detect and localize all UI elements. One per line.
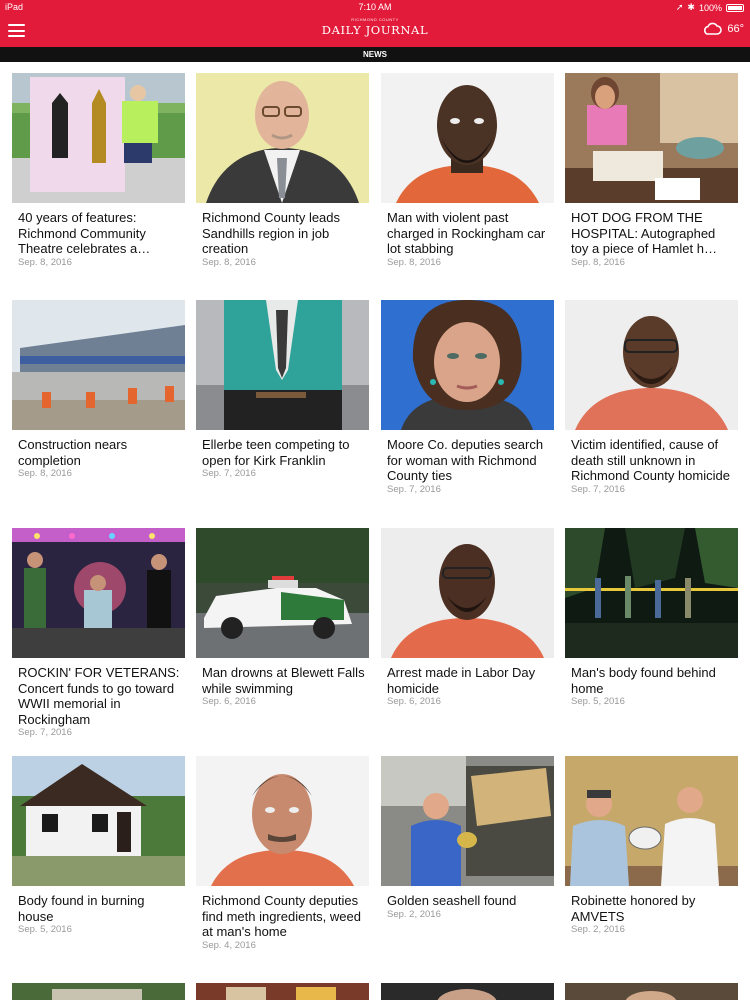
article-thumbnail xyxy=(565,73,738,203)
logo xyxy=(0,17,750,37)
article-card[interactable] xyxy=(565,73,738,268)
article-headline: Man with violent past charged in Rockingham car lot stabbing xyxy=(387,210,546,256)
article-card[interactable] xyxy=(196,528,369,707)
article-date: Sep. 5, 2016 xyxy=(571,696,625,707)
battery-icon xyxy=(726,4,744,12)
battery-percent: 100% xyxy=(698,2,722,13)
article-headline: Ellerbe teen competing to open for Kirk Franklin xyxy=(202,437,350,468)
article-thumbnail xyxy=(196,300,369,430)
article-headline: Moore Co. deputies search for woman with Richmond County ties xyxy=(387,437,544,483)
article-headline: Body found in burning house xyxy=(18,893,145,924)
logo-subtitle: RICHMOND COUNTY xyxy=(351,17,399,22)
carrier-label: iPad xyxy=(5,2,24,12)
status-right xyxy=(676,2,744,13)
article-date: Sep. 8, 2016 xyxy=(18,468,72,479)
article-headline: Construction nears completion xyxy=(18,437,128,468)
article-headline: Man's body found behind home xyxy=(571,665,716,696)
article-thumbnail xyxy=(381,73,554,203)
article-card[interactable] xyxy=(381,300,554,495)
article-card-partial[interactable] xyxy=(12,983,185,1000)
article-date: Sep. 7, 2016 xyxy=(202,468,256,479)
article-thumbnail xyxy=(196,756,369,886)
article-card[interactable] xyxy=(381,756,554,920)
article-date: Sep. 8, 2016 xyxy=(18,256,72,268)
article-card[interactable] xyxy=(12,756,185,935)
cloud-icon xyxy=(702,22,722,35)
app-header xyxy=(0,0,750,47)
article-headline: 40 years of features: Richmond Community Theatre celebrates a… xyxy=(18,210,151,256)
article-card[interactable] xyxy=(565,528,738,707)
article-date: Sep. 7, 2016 xyxy=(18,727,72,738)
article-thumbnail xyxy=(381,528,554,658)
section-title: NEWS xyxy=(0,47,750,62)
article-date: Sep. 2, 2016 xyxy=(387,908,441,920)
article-card[interactable] xyxy=(565,756,738,935)
article-headline: Richmond County leads Sandhills region in job creation xyxy=(202,210,341,256)
article-thumbnail xyxy=(565,300,738,430)
article-date: Sep. 7, 2016 xyxy=(387,483,441,495)
article-thumbnail xyxy=(12,300,185,430)
article-thumbnail xyxy=(381,983,554,1000)
logo-title: DAILY JOURNAL xyxy=(321,23,429,37)
article-headline: Arrest made in Labor Day homicide xyxy=(387,665,536,696)
article-thumbnail xyxy=(565,756,738,886)
article-card[interactable] xyxy=(12,528,185,738)
article-card[interactable] xyxy=(12,300,185,479)
article-thumbnail xyxy=(381,756,554,886)
location-icon: ➚ xyxy=(675,2,684,12)
article-date: Sep. 7, 2016 xyxy=(571,483,625,495)
article-headline: ROCKIN' FOR VETERANS: Concert funds to go toward WWII memorial in Rockingham xyxy=(18,665,180,727)
status-bar xyxy=(0,0,750,15)
weather-widget[interactable] xyxy=(702,22,744,35)
article-card[interactable] xyxy=(12,73,185,268)
article-thumbnail xyxy=(12,983,185,1000)
article-date: Sep. 2, 2016 xyxy=(571,924,625,935)
article-thumbnail xyxy=(381,300,554,430)
article-thumbnail xyxy=(12,528,185,658)
article-date: Sep. 8, 2016 xyxy=(387,256,441,268)
article-headline: Golden seashell found xyxy=(387,893,517,908)
bluetooth-icon: ✱ xyxy=(687,2,695,12)
article-headline: Robinette honored by AMVETS xyxy=(571,893,696,924)
article-headline: HOT DOG FROM THE HOSPITAL: Autographed toy a piece of Hamlet h… xyxy=(571,210,717,256)
article-thumbnail xyxy=(12,756,185,886)
article-card-partial[interactable] xyxy=(565,983,738,1000)
article-card[interactable] xyxy=(565,300,738,495)
clock: 7:10 AM xyxy=(358,2,392,12)
article-card-partial[interactable] xyxy=(196,983,369,1000)
article-thumbnail xyxy=(565,528,738,658)
article-card[interactable] xyxy=(196,73,369,268)
article-card[interactable] xyxy=(196,756,369,951)
article-thumbnail xyxy=(196,983,369,1000)
article-card[interactable] xyxy=(381,528,554,707)
article-card[interactable] xyxy=(381,73,554,268)
article-date: Sep. 4, 2016 xyxy=(202,939,256,951)
article-date: Sep. 8, 2016 xyxy=(202,256,256,268)
article-headline: Richmond County deputies find meth ingredients, weed at man's home xyxy=(202,893,361,939)
article-card[interactable] xyxy=(196,300,369,479)
article-date: Sep. 6, 2016 xyxy=(387,696,441,707)
article-headline: Victim identified, cause of death still unknown in Richmond County homicide xyxy=(571,437,730,483)
article-card-partial[interactable] xyxy=(381,983,554,1000)
article-date: Sep. 5, 2016 xyxy=(18,924,72,935)
article-thumbnail xyxy=(12,73,185,203)
article-date: Sep. 6, 2016 xyxy=(202,696,256,707)
article-date: Sep. 8, 2016 xyxy=(571,256,625,268)
temperature: 66° xyxy=(727,22,744,35)
article-headline: Man drowns at Blewett Falls while swimming xyxy=(202,665,365,696)
article-thumbnail xyxy=(196,73,369,203)
article-thumbnail xyxy=(196,528,369,658)
article-thumbnail xyxy=(565,983,738,1000)
